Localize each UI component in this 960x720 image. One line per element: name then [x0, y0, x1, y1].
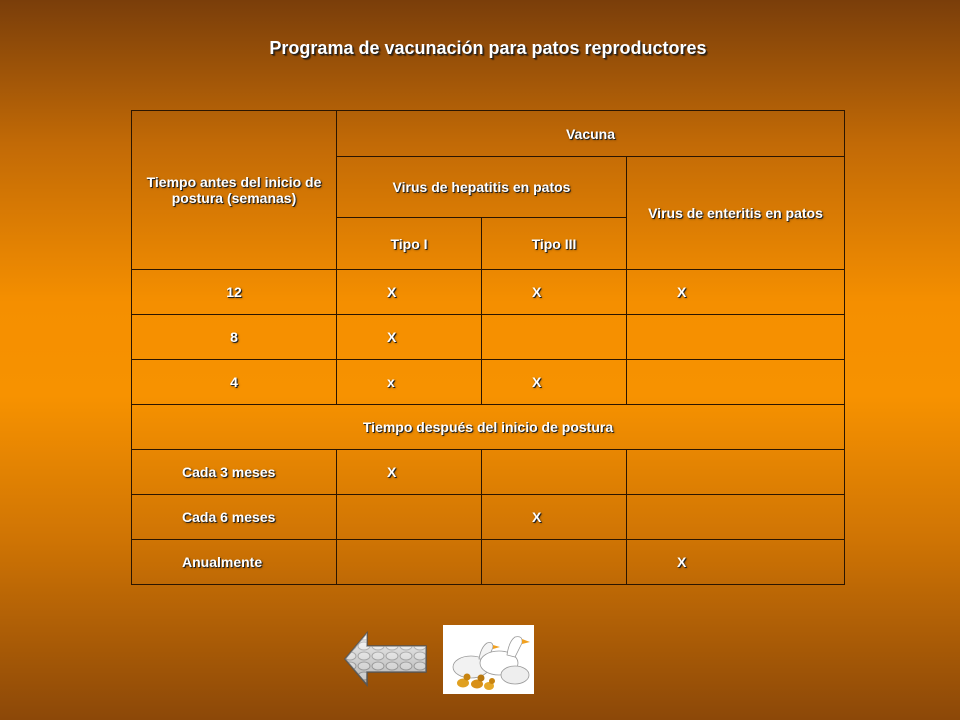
vaccine-header: Vacuna — [337, 111, 845, 157]
vaccination-table — [131, 110, 845, 585]
cell-tipo3 — [482, 540, 627, 585]
cell-tipo1: X — [337, 315, 482, 360]
table-row — [132, 540, 845, 585]
row-time: Cada 3 meses — [132, 450, 337, 495]
row-time: Anualmente — [132, 540, 337, 585]
time-before-header: Tiempo antes del inicio de postura (semanas) — [132, 111, 337, 270]
cell-tipo3 — [482, 315, 627, 360]
hepatitis-header: Virus de hepatitis en patos — [337, 157, 627, 218]
type-1-header: Tipo I — [337, 218, 482, 270]
cell-tipo1: X — [337, 450, 482, 495]
cell-enteritis — [627, 450, 845, 495]
row-time: 4 — [132, 360, 337, 405]
type-3-header: Tipo III — [482, 218, 627, 270]
cell-tipo1 — [337, 540, 482, 585]
ducks-image — [443, 625, 534, 694]
cell-tipo1: x — [337, 360, 482, 405]
slide-title: Programa de vacunación para patos reproductores — [269, 38, 707, 58]
table-row — [132, 450, 845, 495]
cell-tipo1 — [337, 495, 482, 540]
table-row — [132, 315, 845, 360]
table-row — [132, 360, 845, 405]
cell-tipo3 — [482, 450, 627, 495]
cell-tipo1: X — [337, 270, 482, 315]
cell-enteritis — [627, 360, 845, 405]
row-time: 8 — [132, 315, 337, 360]
row-time: Cada 6 meses — [132, 495, 337, 540]
cell-enteritis — [627, 315, 845, 360]
time-after-header: Tiempo después del inicio de postura — [132, 405, 845, 450]
table-row — [132, 495, 845, 540]
back-button[interactable] — [343, 631, 428, 687]
cell-enteritis — [627, 495, 845, 540]
cell-tipo3: X — [482, 495, 627, 540]
row-time: 12 — [132, 270, 337, 315]
cell-enteritis: X — [627, 540, 845, 585]
back-arrow-icon — [343, 631, 428, 687]
cell-tipo3: X — [482, 270, 627, 315]
enteritis-header: Virus de enteritis en patos — [627, 157, 845, 270]
cell-tipo3: X — [482, 360, 627, 405]
cell-enteritis: X — [627, 270, 845, 315]
table-row — [132, 270, 845, 315]
